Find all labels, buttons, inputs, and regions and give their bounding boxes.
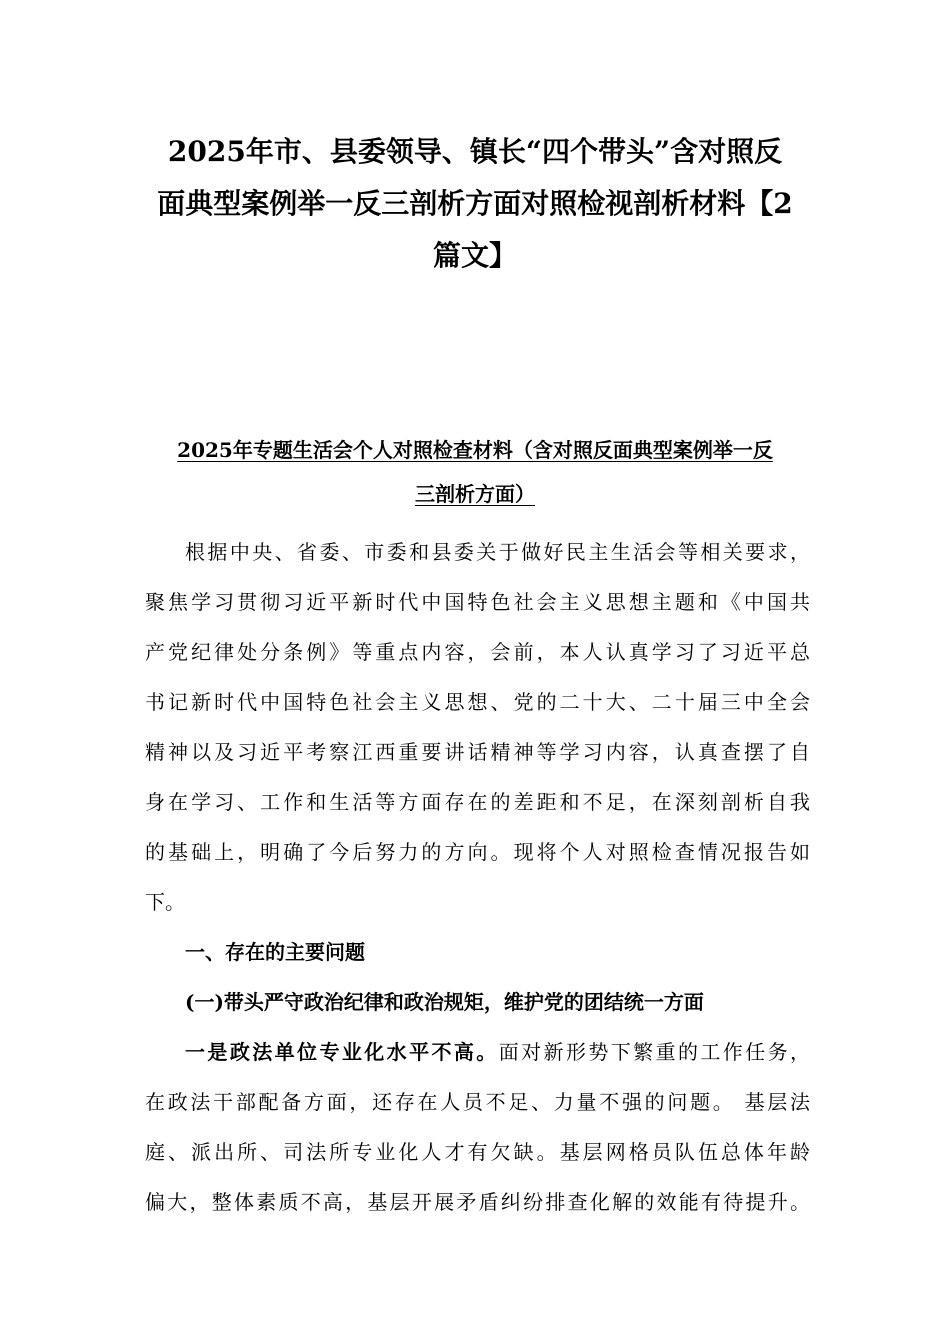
intro-line: 身在学习、工作和生活等方面存在的差距和不足，在深刻剖析自我 (145, 790, 810, 814)
intro-line: 聚焦学习贯彻习近平新时代中国特色社会主义思想主题和《中国共 (145, 590, 810, 614)
point-first-line (145, 1027, 810, 1077)
document-subtitle (140, 428, 810, 516)
document-title (140, 126, 810, 282)
intro-line: 书记新时代中国特色社会主义思想、党的二十大、二十届三中全会 (145, 690, 810, 714)
point-bold-lead: 一是政法单位专业化水平不高。 (185, 1040, 499, 1064)
intro-line: 根据中央、省委、市委和县委关于做好民主生活会等相关要求， (185, 540, 810, 564)
intro-line: 产党纪律处分条例》等重点内容，会前，本人认真学习了习近平总 (145, 640, 810, 664)
title-line: 2025年市、县委领导、镇长“四个带头”含对照反 (167, 135, 783, 168)
point-line: 在政法干部配备方面，还存在人员不足、力量不强的问题。 基层法 (145, 1090, 810, 1114)
intro-line: 下。 (145, 890, 185, 914)
document-body (145, 527, 810, 1227)
title-line: 篇文】 (432, 239, 517, 272)
intro-line: 的基础上，明确了今后努力的方向。现将个人对照检查情况报告如 (145, 840, 810, 864)
subtitle-text: 2025年专题生活会个人对照检查材料（含对照反面典型案例举一反 (177, 438, 773, 462)
section-heading: 一、存在的主要问题 (185, 940, 365, 964)
subsection-heading: (一)带头严守政治纪律和政治规矩，维护党的团结统一方面 (185, 990, 704, 1014)
subtitle-line (140, 472, 810, 516)
subtitle-line (140, 428, 810, 472)
point-line: 偏大，整体素质不高，基层开展矛盾纠纷排查化解的效能有待提升。 (145, 1190, 810, 1214)
title-line: 面典型案例举一反三剖析方面对照检视剖析材料【2 (157, 187, 793, 220)
subtitle-text: 三剖析方面） (415, 482, 535, 506)
point-line: 庭、派出所、司法所专业化人才有欠缺。基层网格员队伍总体年龄 (145, 1140, 810, 1164)
intro-line: 精神以及习近平考察江西重要讲话精神等学习内容，认真查摆了自 (145, 740, 810, 764)
point-line: 面对新形势下繁重的工作任务， (498, 1040, 811, 1064)
